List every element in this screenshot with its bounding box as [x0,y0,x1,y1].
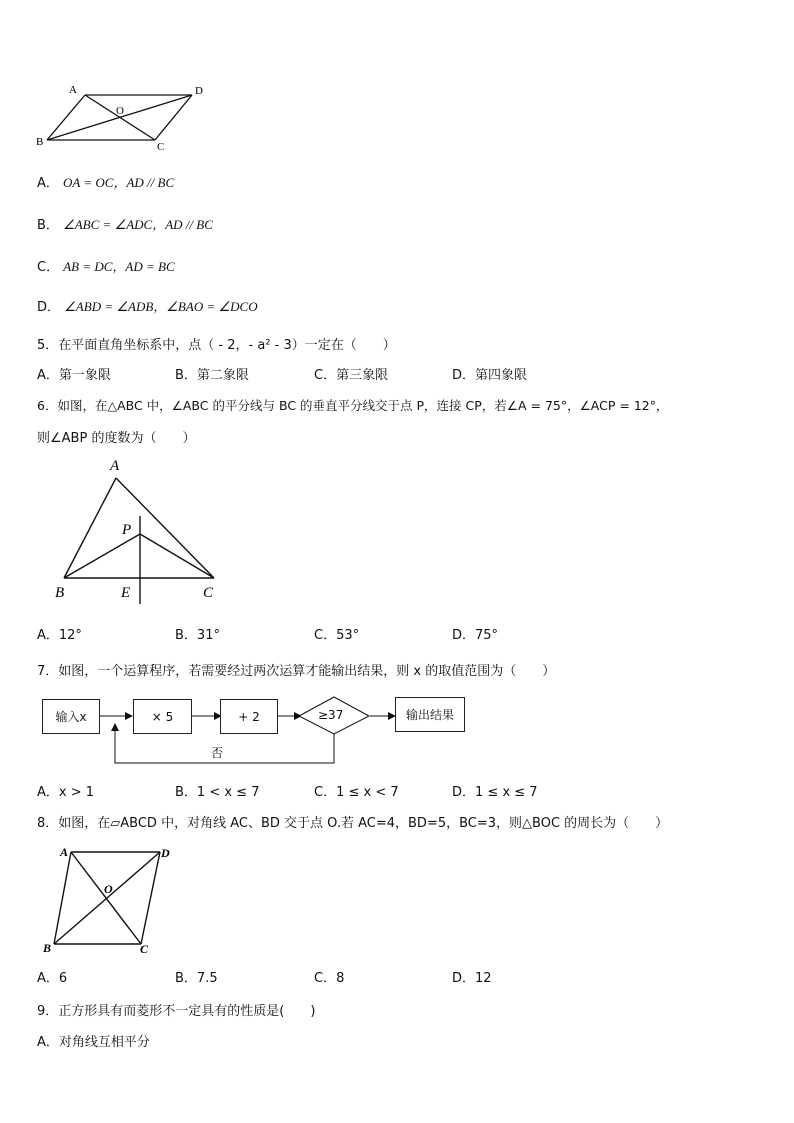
q4-option-d-letter: D． [37,300,61,315]
q6-label-b: B [55,585,65,601]
q4-option-a [37,172,174,191]
q7-output-box: 输出结果 [395,697,465,732]
q8-option-a: A．6 [37,971,68,986]
q4-parallelogram-figure [30,78,220,152]
q4-label-d: D [195,85,203,97]
q7-option-b: B．1 < x ≤ 7 [175,785,260,800]
q7-multiply-box: × 5 [133,699,192,734]
q5-option-a: A．第一象限 [37,368,111,383]
q6-label-c: C [203,585,214,601]
q4-option-d [37,296,258,315]
q8-parallelogram-figure [30,838,190,960]
q7-add-box: + 2 [220,699,278,734]
q5-stem: 5．在平面直角坐标系中，点（ - 2，- a² - 3）一定在（ ） [37,338,396,353]
q4-option-b-letter: B． [37,218,59,233]
q6-triangle-figure [50,452,230,610]
q4-label-c: C [157,141,165,152]
q9-stem: 9．正方形具有而菱形不一定具有的性质是( ) [37,1004,316,1019]
q4-option-b-text: ∠ABC = ∠ADC，AD // BC [63,217,213,232]
q8-label-d: D [161,846,170,860]
q4-label-a: A [69,84,77,96]
q5-option-b: B．第二象限 [175,368,249,383]
q6-label-e: E [121,585,131,601]
q4-option-c [37,256,175,275]
q5-option-c: C．第三象限 [314,368,389,383]
q8-option-c: C．8 [314,971,345,986]
q9-option-a: A．对角线互相平分 [37,1035,150,1050]
q7-decision-label: ≥37 [318,708,344,722]
q4-option-a-text: OA = OC，AD // BC [63,175,175,190]
q8-stem: 8．如图，在▱ABCD 中，对角线 AC、BD 交于点 O.若 AC=4，BD=5，BC=3，则△BOC 的周长为（ ） [37,816,669,831]
q8-option-b: B．7.5 [175,971,218,986]
q6-label-p: P [122,522,132,538]
q8-label-c: C [140,942,149,956]
q4-option-b [37,214,213,233]
q6-stem-line1: 6．如图，在△ABC 中，∠ABC 的平分线与 BC 的垂直平分线交于点 P，连接 CP，若∠A = 75°，∠ACP = 12°， [37,398,669,413]
q7-option-d: D．1 ≤ x ≤ 7 [452,785,538,800]
q4-label-b: B [36,136,44,148]
q7-input-box: 输入x [42,699,100,734]
q6-stem-line2: 则∠ABP 的度数为（ ） [37,431,196,446]
q7-option-c: C．1 ≤ x < 7 [314,785,399,800]
q7-option-a: A．x > 1 [37,785,95,800]
q6-label-a: A [110,458,120,474]
q4-label-o: O [116,105,124,117]
q4-option-c-text: AB = DC，AD = BC [63,259,175,274]
q7-stem: 7．如图，一个运算程序，若需要经过两次运算才能输出结果，则 x 的取值范围为（ ） [37,664,556,679]
q6-option-a: A．12° [37,628,82,643]
q8-label-o: O [104,882,113,896]
q4-option-a-letter: A． [37,176,59,191]
q6-option-b: B．31° [175,628,220,643]
q8-label-a: A [60,845,69,859]
q6-option-c: C．53° [314,628,360,643]
q8-label-b: B [43,941,52,955]
q8-option-d: D．12 [452,971,492,986]
q6-option-d: D．75° [452,628,499,643]
q7-no-label: 否 [211,746,224,760]
q4-option-d-text: ∠ABD = ∠ADB，∠BAO = ∠DCO [64,299,258,314]
q5-option-d: D．第四象限 [452,368,528,383]
q4-option-c-letter: C． [37,260,60,275]
